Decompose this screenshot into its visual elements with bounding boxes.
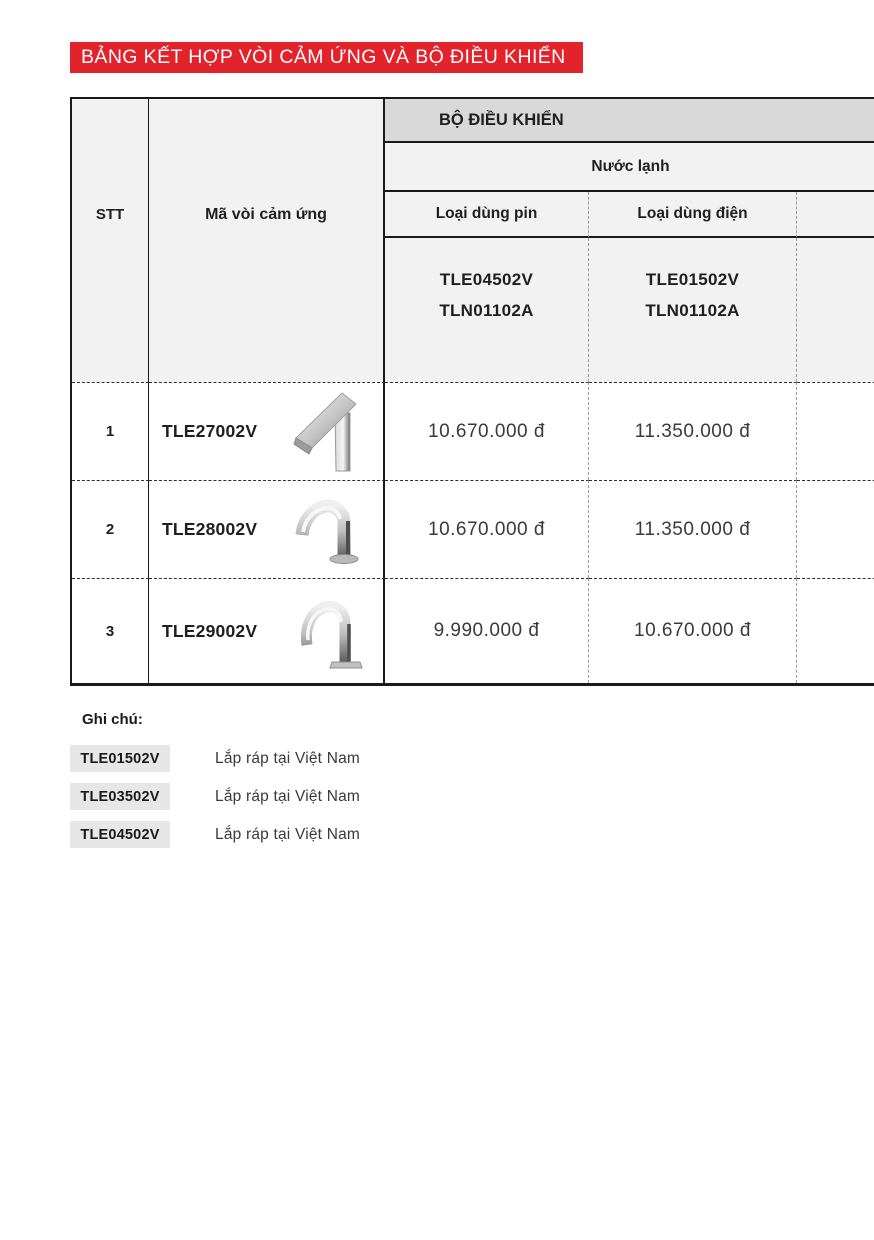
- controller-code: TLN01102A: [439, 301, 534, 320]
- product-code: TLE28002V: [162, 519, 258, 539]
- table-row-product: [149, 382, 385, 480]
- header-battery-type: Loại dùng pin: [385, 192, 589, 238]
- row-stt: 3: [72, 578, 149, 683]
- product-code: TLE27002V: [162, 421, 258, 441]
- product-code: TLE29002V: [162, 620, 258, 641]
- note-text: Lắp ráp tại Việt Nam: [215, 825, 361, 843]
- high-arc-gooseneck-faucet-icon: [288, 588, 364, 674]
- header-controller-group: BỘ ĐIỀU KHIỂN: [385, 99, 874, 143]
- controller-code: TLN01102A: [645, 301, 740, 320]
- controller-code: TLE01502V: [645, 270, 740, 289]
- pricing-table: [70, 97, 874, 686]
- note-code-badge: TLE01502V: [70, 745, 170, 772]
- header-extra-column: [797, 192, 874, 238]
- row-stt: 2: [72, 480, 149, 578]
- price-electric: 11.350.000 đ: [589, 382, 797, 480]
- controller-code: TLE04502V: [439, 270, 534, 289]
- angular-spout-faucet-icon: [288, 389, 364, 475]
- note-text: Lắp ráp tại Việt Nam: [215, 749, 361, 767]
- controller-codes-battery: [385, 238, 589, 382]
- note-text: Lắp ráp tại Việt Nam: [215, 787, 361, 805]
- note-code-badge: TLE03502V: [70, 783, 170, 810]
- table-row-product: [149, 578, 385, 683]
- header-electric-type: Loại dùng điện: [589, 192, 797, 238]
- price-extra: [797, 578, 874, 683]
- controller-codes-extra: [797, 238, 874, 382]
- note-code-badge: TLE04502V: [70, 821, 170, 848]
- price-battery: 9.990.000 đ: [385, 578, 589, 683]
- price-battery: 10.670.000 đ: [385, 382, 589, 480]
- gooseneck-faucet-icon: [288, 487, 364, 573]
- table-row-product: [149, 480, 385, 578]
- row-stt: 1: [72, 382, 149, 480]
- header-stt: STT: [72, 99, 149, 382]
- header-faucet-code: Mã vòi cảm ứng: [149, 99, 385, 382]
- price-electric: 10.670.000 đ: [589, 578, 797, 683]
- controller-codes-electric: [589, 238, 797, 382]
- note-item: [70, 783, 360, 810]
- price-extra: [797, 480, 874, 578]
- page-title: BẢNG KẾT HỢP VÒI CẢM ỨNG VÀ BỘ ĐIỀU KHIỂN: [70, 42, 583, 73]
- price-electric: 11.350.000 đ: [589, 480, 797, 578]
- header-water-type: Nước lạnh: [385, 143, 874, 192]
- note-item: [70, 821, 360, 848]
- pricing-table-grid: [72, 99, 874, 683]
- notes-heading: Ghi chú:: [82, 711, 143, 728]
- price-battery: 10.670.000 đ: [385, 480, 589, 578]
- price-extra: [797, 382, 874, 480]
- note-item: [70, 745, 360, 772]
